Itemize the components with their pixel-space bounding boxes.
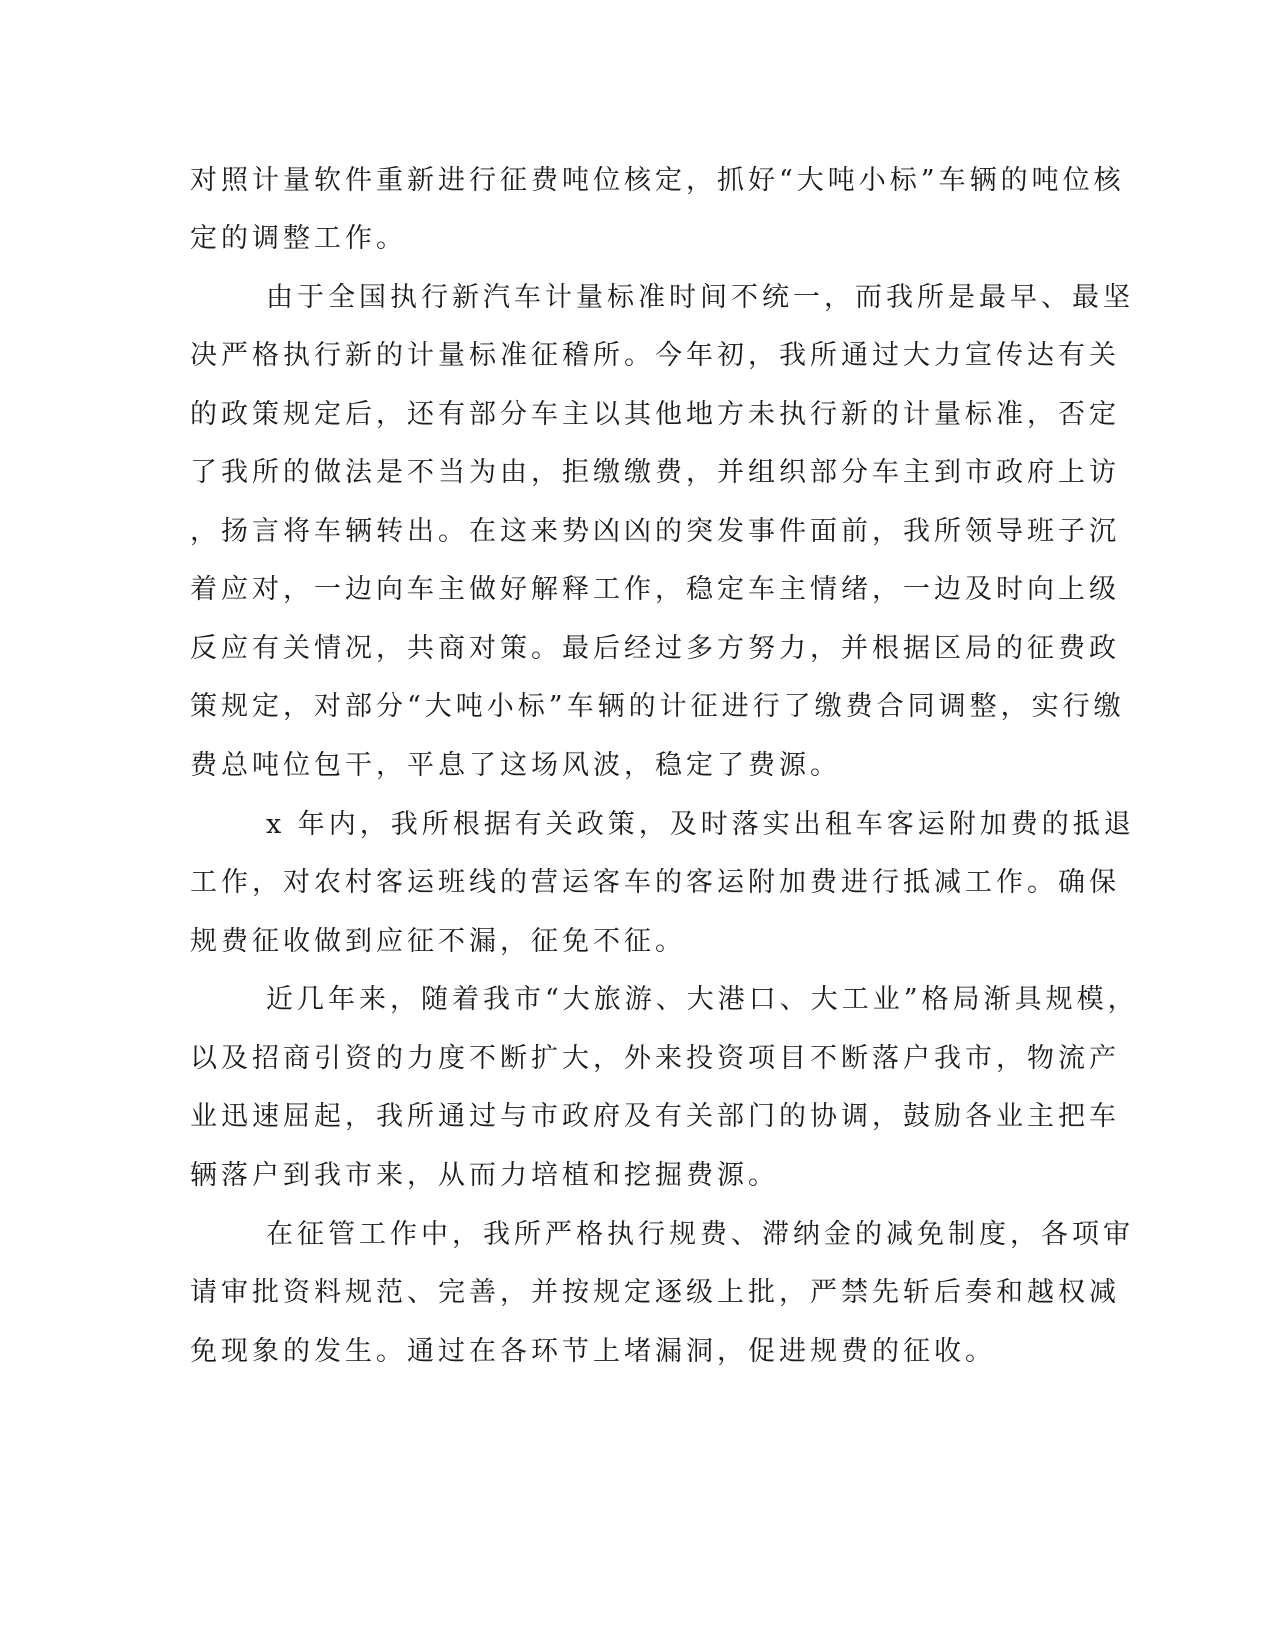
text-line: 费总吨位包干，平息了这场风波，稳定了费源。 — [190, 750, 841, 781]
paragraph-first-line: 由于全国执行新汽车计量标准时间不统一，而我所是最早、最坚 — [266, 282, 1134, 313]
text-line: 的政策规定后，还有部分车主以其他地方未执行新的计量标准，否定 — [190, 399, 1120, 430]
text-line: 工作，对农村客运班线的营运客车的客运附加费进行抵减工作。确保 — [190, 867, 1120, 898]
text-line: 对照计量软件重新进行征费吨位核定，抓好“大吨小标”车辆的吨位核 — [190, 165, 1125, 196]
text-line: ，扬言将车辆转出。在这来势凶凶的突发事件面前，我所领导班子沉 — [190, 516, 1120, 547]
text-line: 了我所的做法是不当为由，拒缴缴费，并组织部分车主到市政府上访 — [190, 457, 1120, 488]
paragraph-first-line: 近几年来，随着我市“大旅游、大港口、大工业”格局渐具规模， — [266, 984, 1139, 1015]
text-line: 反应有关情况，共商对策。最后经过多方努力，并根据区局的征费政 — [190, 633, 1120, 664]
text-line: 请审批资料规范、完善，并按规定逐级上批，严禁先斩后奏和越权减 — [190, 1277, 1120, 1308]
paragraph-first-line: 在征管工作中，我所严格执行规费、滞纳金的减免制度，各项审 — [266, 1219, 1134, 1250]
text-line: 规费征收做到应征不漏，征免不征。 — [190, 926, 686, 957]
text-line: 着应对，一边向车主做好解释工作，稳定车主情绪，一边及时向上级 — [190, 574, 1120, 605]
text-line: 辆落户到我市来，从而力培植和挖掘费源。 — [190, 1160, 779, 1191]
paragraph-first-line: x 年内，我所根据有关政策，及时落实出租车客运附加费的抵退 — [266, 809, 1135, 840]
text-line: 决严格执行新的计量标准征稽所。今年初，我所通过大力宣传达有关 — [190, 340, 1120, 371]
text-line: 策规定，对部分“大吨小标”车辆的计征进行了缴费合同调整，实行缴 — [190, 691, 1125, 722]
text-line: 以及招商引资的力度不断扩大，外来投资项目不断落户我市，物流产 — [190, 1043, 1120, 1074]
text-line: 业迅速屈起，我所通过与市政府及有关部门的协调，鼓励各业主把车 — [190, 1101, 1120, 1132]
text-line: 免现象的发生。通过在各环节上堵漏洞，促进规费的征收。 — [190, 1336, 996, 1367]
text-line: 定的调整工作。 — [190, 223, 407, 254]
